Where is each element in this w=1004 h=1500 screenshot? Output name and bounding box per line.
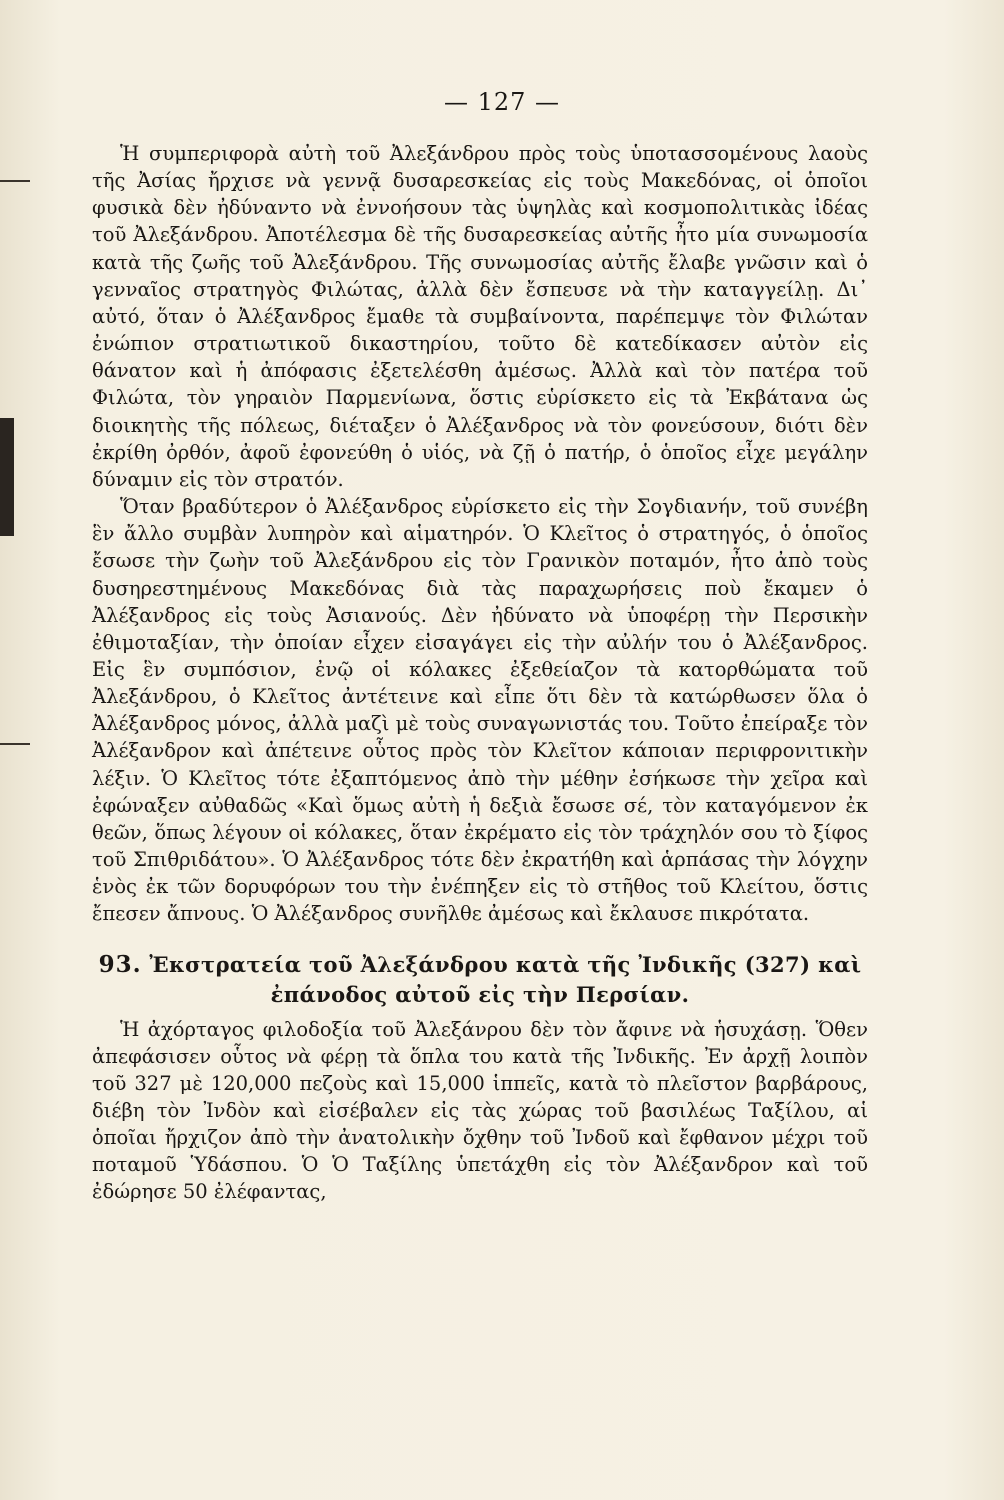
margin-bar <box>0 418 14 536</box>
margin-tick <box>0 743 30 745</box>
paragraph: Ὅταν βραδύτερον ὁ Ἀλέξανδρος εὑρίσκετο εἰς τὴν Σογδιανήν, τοῦ συνέβη ἓν ἄλλο συμβὰν λυπηρὸν καὶ αἱματηρόν. Ὁ Κλεῖτος ὁ στρατηγός, ὁ ὁποῖος ἔσωσε τὴν ζωὴν τοῦ Ἀλεξάνδρου εἰς τὸν Γρανικὸν ποταμόν, ἦτο ἀπὸ τοὺς δυσηρεστημένους Μακεδόνας διὰ τὰς παραχωρήσεις ποὺ ἔκαμεν ὁ Ἀλέξανδρος εἰς τοὺς Ἀσιανούς. Δὲν ἠδύνατο νὰ ὑποφέρῃ τὴν Περσικὴν ἐθιμοταξίαν, τὴν ὁποίαν εἶχεν εἰσαγάγει εἰς τὴν αὐλήν του ὁ Ἀλέξανδρος. Εἰς ἓν συμπόσιον, ἐνῷ οἱ κόλακες ἐξεθείαζον τὰ κατορθώματα τοῦ Ἀλεξάνδρου, ὁ Κλεῖτος ἀντέτεινε καὶ εἶπε ὅτι δὲν τὰ κατώρθωσεν ὅλα ὁ Ἀλέξανδρος μόνος, ἀλλὰ μαζὶ μὲ τοὺς συναγωνιστάς του. Τοῦτο ἐπείραξε τὸν Ἀλέξανδρον καὶ ἀπέτεινε οὗτος πρὸς τὸν Κλεῖτον κάποιαν περιφρονιτικὴν λέξιν. Ὁ Κλεῖτος τότε ἐξαπτόμενος ἀπὸ τὴν μέθην ἐσήκωσε τὴν χεῖρα καὶ ἐφώναξεν αὐθαδῶς «Καὶ ὅμως αὐτὴ ἡ δεξιὰ ἔσωσε σέ, τὸν καταγόμενον ἐκ θεῶν, ὅπως λέγουν οἱ κόλακες, ὅταν ἐκρέματο εἰς τὸν τράχηλόν σου τὸ ξίφος τοῦ Σπιθριδάτου». Ὁ Ἀλέξανδρος τότε δὲν ἐκρατήθη καὶ ἁρπάσας τὴν λόγχην ἑνὸς ἐκ τῶν δορυφόρων του τὴν ἐνέπηξεν εἰς τὸ στῆθος τοῦ Κλείτου, ὅστις ἔπεσεν ἄπνους. Ὁ Ἀλέξανδρος συνῆλθε ἀμέσως καὶ ἔκλαυσε πικρότατα. <box>92 495 868 926</box>
page-number: — 127 — <box>443 88 561 116</box>
body-text <box>92 140 868 1206</box>
paragraph: Ἡ ἀχόρταγος φιλοδοξία τοῦ Ἀλεξάνρου δὲν τὸν ἄφινε νὰ ἡσυχάσῃ. Ὅθεν ἀπεφάσισεν οὗτος νὰ φέρῃ τὰ ὅπλα του κατὰ τῆς Ἰνδικῆς. Ἐν ἀρχῇ λοιπὸν τοῦ 327 μὲ 120,000 πεζοὺς καὶ 15,000 ἱππεῖς, κατὰ τὸ πλεῖστον βαρβάρους, διέβη τὸν Ἰνδὸν καὶ εἰσέβαλεν εἰς τὰς χώρας τοῦ βασιλέως Ταξίλου, αἱ ὁποῖαι ἤρχιζον ἀπὸ τὴν ἀνατολικὴν ὄχθην τοῦ Ἰνδοῦ καὶ ἔφθανον μέχρι τοῦ ποταμοῦ Ὑδάσπου. Ὁ Ὁ Ταξίλης ὑπετάχθη εἰς τὸν Ἀλέξανδρον καὶ τοῦ ἐδώρησε 50 ἐλέφαντας, <box>92 1017 868 1204</box>
section-heading: Ἐκστρατεία τοῦ Ἀλεξάνδρου κατὰ τῆς Ἰνδικῆς (327) καὶ ἐπάνοδος αὐτοῦ εἰς τὴν Περσίαν. <box>149 951 862 1007</box>
paragraph: Ἡ συμπεριφορὰ αὐτὴ τοῦ Ἀλεξάνδρου πρὸς τοὺς ὑποτασσομένους λαοὺς τῆς Ἀσίας ἤρχισε νὰ γεννᾷ δυσαρεσκείας εἰς τοὺς Μακεδόνας, οἱ ὁποῖοι φυσικὰ δὲν ἠδύναντο νὰ ἐννοήσουν τὰς ὑψηλὰς καὶ κοσμοπολιτικὰς ἰδέας τοῦ Ἀλεξάνδρου. Ἀποτέλεσμα δὲ τῆς δυσαρεσκείας αὐτῆς ἦτο μία συνωμοσία κατὰ τῆς ζωῆς τοῦ Ἀλεξάνδρου. Τῆς συνωμοσίας αὐτῆς ἔλαβε γνῶσιν καὶ ὁ γενναῖος στρατηγὸς Φιλώτας, ἀλλὰ δὲν ἔσπευσε νὰ τὴν καταγγείλῃ. Δι᾽ αὐτό, ὅταν ὁ Ἀλέξανδρος ἔμαθε τὰ συμβαίνοντα, παρέπεμψε τὸν Φιλώταν ἐνώπιον στρατιωτικοῦ δικαστηρίου, τοῦτο δὲ κατεδίκασεν αὐτὸν εἰς θάνατον καὶ ἡ ἀπόφασις ἐξετελέσθη ἀμέσως. Ἀλλὰ καὶ τὸν πατέρα τοῦ Φιλώτα, τὸν γηραιὸν Παρμενίωνα, ὅστις εὑρίσκετο εἰς τὰ Ἐκβάτανα ὡς διοικητὴς τῆς πόλεως, διέταξεν ὁ Ἀλέξανδρος νὰ τὸν φονεύσουν, διότι δὲν ἐκρίθη ὀρθόν, ἀφοῦ ἐφονεύθη ὁ υἱός, νὰ ζῇ ὁ πατήρ, ὁ ὁποῖος εἶχε μεγάλην δύναμιν εἰς τὸν στρατόν. <box>92 142 868 491</box>
section-title <box>92 950 868 1010</box>
section-number: 93. <box>98 950 142 978</box>
margin-tick <box>0 180 30 182</box>
